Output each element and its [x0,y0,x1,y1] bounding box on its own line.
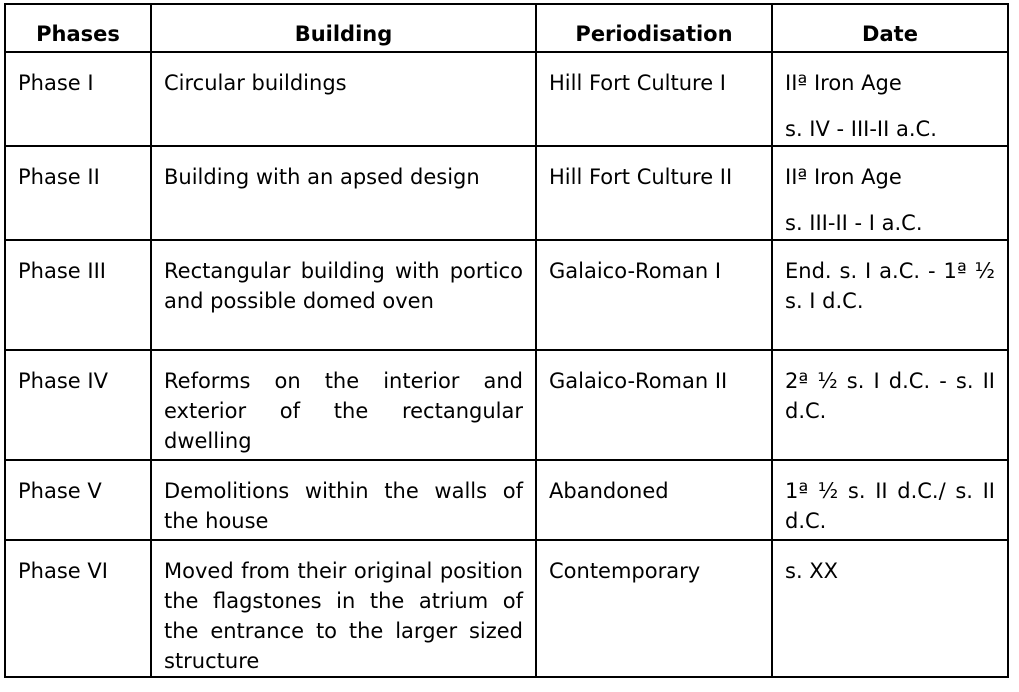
phase-text: Phase V [18,479,102,503]
phase-text: Phase III [18,259,106,283]
building-cell [151,540,536,677]
periodisation-cell [536,540,772,677]
date-text: 2ª ½ s. I d.C. - s. II d.C. [785,369,995,423]
date-line-2: s. IV - III-II a.C. [785,117,937,141]
table-row [5,540,1008,677]
date-cell [772,52,1008,146]
table-row [5,350,1008,460]
periodisation-text: Contemporary [549,559,701,583]
date-line-1: IIª Iron Age [785,165,902,189]
date-cell [772,240,1008,350]
building-text: Rectangular building with portico and possible domed oven [164,259,523,313]
date-cell [772,350,1008,460]
table-row [5,460,1008,540]
building-cell [151,146,536,240]
periodisation-text: Abandoned [549,479,669,503]
phase-cell [5,540,151,677]
phase-cell [5,350,151,460]
periodisation-text: Hill Fort Culture II [549,165,733,189]
table-row [5,146,1008,240]
building-cell [151,460,536,540]
phase-text: Phase IV [18,369,108,393]
table-row [5,240,1008,350]
date-text: End. s. I a.C. - 1ª ½ s. I d.C. [785,259,995,313]
building-text: Moved from their original position the flagstones in the atrium of the entrance to the larger sized structure [164,559,523,673]
phase-text: Phase VI [18,559,108,583]
table-row [5,52,1008,146]
header-phases: Phases [5,4,151,52]
header-building: Building [151,4,536,52]
date-text: s. XX [785,559,839,583]
periodisation-cell [536,240,772,350]
header-row [5,4,1008,52]
date-cell [772,540,1008,677]
phase-cell [5,240,151,350]
header-date: Date [772,4,1008,52]
phase-text: Phase I [18,71,94,95]
periodisation-cell [536,460,772,540]
date-text [773,53,1007,144]
date-line-1: IIª Iron Age [785,71,902,95]
table-body [5,52,1008,677]
periodisation-text: Hill Fort Culture I [549,71,727,95]
building-cell [151,52,536,146]
building-text: Reforms on the interior and exterior of the rectangular dwelling [164,369,523,453]
building-text: Building with an apsed design [164,165,480,189]
building-cell [151,240,536,350]
date-text: 1ª ½ s. II d.C./ s. II d.C. [785,479,995,533]
periodisation-cell [536,52,772,146]
periodisation-text: Galaico-Roman II [549,369,728,393]
phase-text: Phase II [18,165,100,189]
periodisation-text: Galaico-Roman I [549,259,722,283]
building-text: Circular buildings [164,71,347,95]
date-cell [772,460,1008,540]
phases-table [4,3,1009,678]
periodisation-cell [536,350,772,460]
periodisation-cell [536,146,772,240]
date-cell [772,146,1008,240]
table-header [5,4,1008,52]
phase-cell [5,146,151,240]
date-text [773,147,1007,238]
phase-cell [5,460,151,540]
header-periodisation: Periodisation [536,4,772,52]
building-cell [151,350,536,460]
phase-cell [5,52,151,146]
date-line-2: s. III-II - I a.C. [785,211,923,235]
building-text: Demolitions within the walls of the house [164,479,523,533]
